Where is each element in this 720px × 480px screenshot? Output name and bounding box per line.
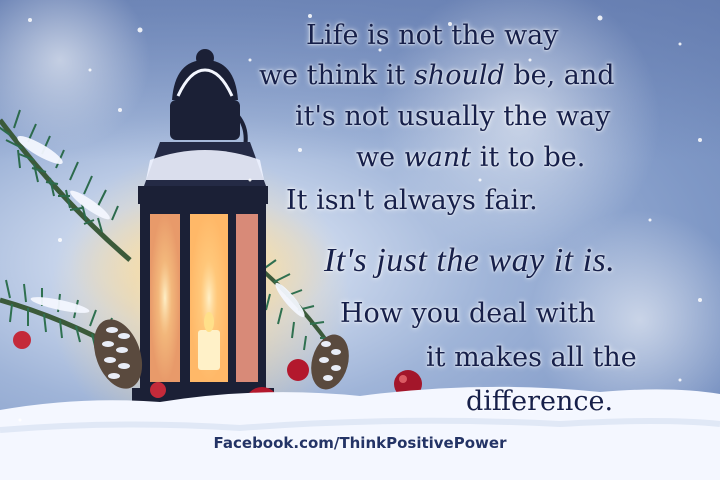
quote-line-5: It isn't always fair. xyxy=(286,185,538,216)
quote-line-1: Life is not the way xyxy=(306,20,559,51)
quote-line-4: we want it to be. xyxy=(356,142,586,173)
quote-line-8: it makes all the xyxy=(426,342,637,373)
quote-line-6: It's just the way it is. xyxy=(324,242,616,279)
emphasis-should: should xyxy=(413,60,505,91)
emphasis-want: want xyxy=(403,142,472,173)
quote-line-3: it's not usually the way xyxy=(295,101,611,132)
quote-line-9: difference. xyxy=(466,386,614,417)
quote-line-7: How you deal with xyxy=(340,298,596,329)
facebook-credit: Facebook.com/ThinkPositivePower xyxy=(213,434,507,452)
quote-line-2: we think it should be, and xyxy=(259,60,615,91)
